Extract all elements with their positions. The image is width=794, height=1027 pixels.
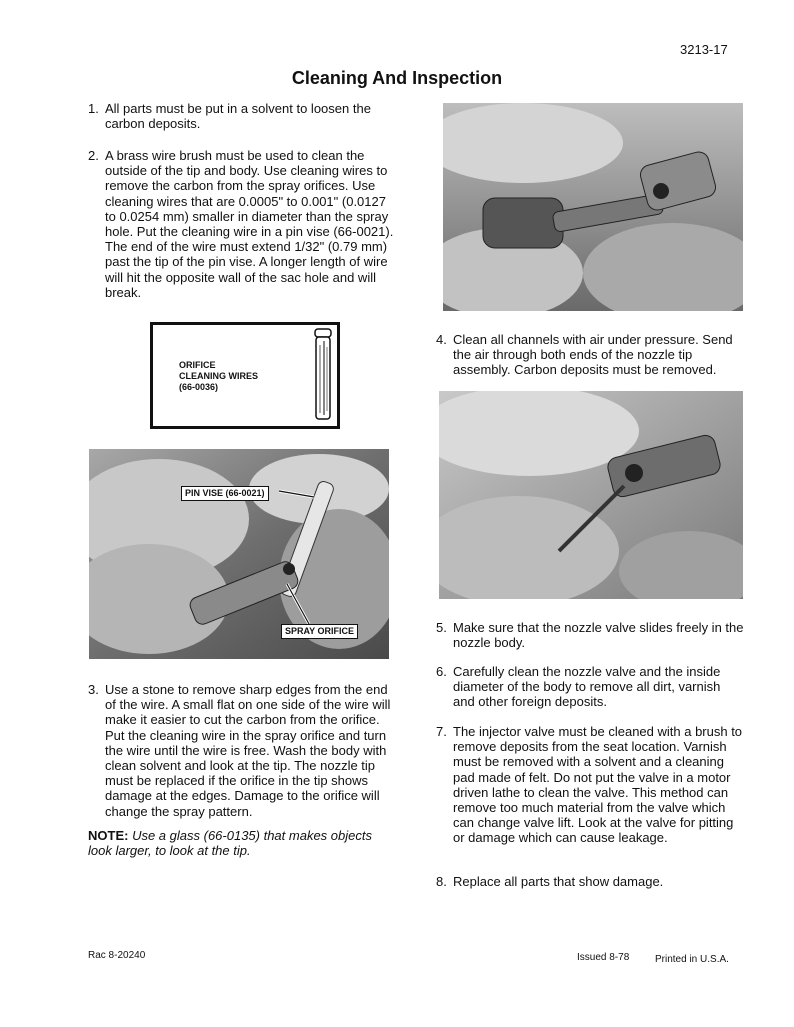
step-number: 1. [88, 101, 99, 116]
note-label: NOTE: [88, 828, 129, 843]
step-1 [88, 101, 395, 131]
step-number: 5. [436, 620, 447, 635]
page-number: 3213-17 [680, 42, 728, 57]
step-4 [436, 332, 744, 378]
step-number: 3. [88, 682, 99, 697]
document-code: Rac 8-20240 [88, 950, 146, 961]
step-text: All parts must be put in a solvent to loosen the carbon deposits. [105, 101, 371, 132]
step-text: The injector valve must be cleaned with a brush to remove deposits from the seat location. Varnish must be removed with a solvent and a cleaning pad made of felt. Do not put the valve in a motor driven lathe to clean the valve. This method can remove too much material from the valve which can change valve lift. Look at the valve for pitting or damage which can cause leakage. [453, 724, 743, 846]
step-2 [88, 148, 395, 300]
wire-caption-line1: ORIFICE [179, 360, 216, 370]
step-3 [88, 682, 391, 819]
issued-date: Issued 8-78 [577, 952, 630, 963]
pin-vise-photo [89, 449, 389, 659]
step-number: 4. [436, 332, 447, 347]
step-number: 2. [88, 148, 99, 163]
note [88, 828, 393, 858]
printed-location: Printed in U.S.A. [655, 954, 729, 965]
step-text: Carefully clean the nozzle valve and the inside diameter of the body to remove all dirt, varnish and other foreign deposits. [453, 664, 721, 710]
wire-vial-icon [308, 327, 338, 423]
wire-caption-line3: (66-0036) [179, 382, 219, 392]
brush-cleaning-photo-image [443, 103, 743, 311]
step-7 [436, 724, 744, 846]
step-8 [436, 874, 744, 889]
page-title: Cleaning And Inspection [291, 68, 503, 88]
step-text: Replace all parts that show damage. [453, 874, 664, 889]
brush-cleaning-photo [443, 103, 743, 311]
pin-vise-label: PIN VISE (66-0021) [181, 486, 269, 501]
step-text: Clean all channels with air under pressure. Send the air through both ends of the nozzle tip assembly. Carbon deposits must be removed. [453, 332, 733, 378]
wire-caption [179, 360, 258, 393]
nozzle-valve-photo [439, 391, 743, 599]
step-6 [436, 664, 744, 710]
spray-orifice-label: SPRAY ORIFICE [281, 624, 358, 639]
nozzle-valve-photo-image [439, 391, 743, 599]
step-number: 7. [436, 724, 447, 739]
step-text: A brass wire brush must be used to clean the outside of the tip and body. Use cleaning wires to remove the carbon from the spray orifices. Use cleaning wires that are 0.0005" to 0.001" (0.0127 to 0.0254 mm) smaller in diameter than the spray hole. Put the cleaning wire in a pin vise (66-0021). The end of the wire must extend 1/32" (0.79 mm) past the tip of the pin vise. A longer length of wire will hit the opposite wall of the sac hole and will break. [105, 148, 394, 300]
step-5 [436, 620, 744, 650]
note-text: Use a glass (66-0135) that makes objects look larger, to look at the tip. [88, 828, 372, 859]
step-text: Use a stone to remove sharp edges from the end of the wire. A small flat on one side of the wire will make it easier to cut the carbon from the orifice. Put the cleaning wire in the spray orifice and turn the wire until the wire is free. Wash the body with clean solvent and look at the tip. The nozzle tip must be replaced if the orifice in the tip shows damage at the edges. Damage to the orifice will change the spray pattern. [105, 682, 391, 819]
step-text: Make sure that the nozzle valve slides freely in the nozzle body. [453, 620, 744, 651]
orifice-wires-figure [150, 322, 340, 429]
step-number: 8. [436, 874, 447, 889]
wire-caption-line2: CLEANING WIRES [179, 371, 259, 381]
step-number: 6. [436, 664, 447, 679]
